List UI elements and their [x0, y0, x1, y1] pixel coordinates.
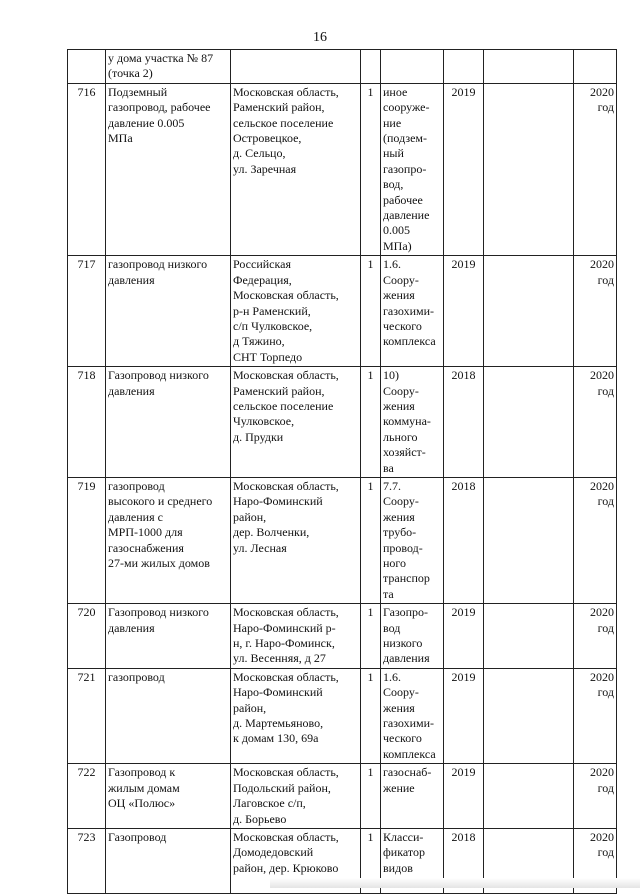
table-row	[68, 367, 617, 478]
notes-cell	[484, 668, 574, 763]
commission-year: 2020 год	[574, 828, 617, 893]
object-quantity: 1	[361, 477, 381, 603]
object-quantity: 1	[361, 668, 381, 763]
row-number: 716	[68, 83, 106, 255]
table-row	[68, 83, 617, 255]
construction-year	[444, 50, 484, 84]
notes-cell	[484, 50, 574, 84]
row-number: 718	[68, 367, 106, 478]
object-address: Московская область, Наро-Фоминский район, д. Мартемьяново, к домам 130, 69а	[231, 668, 361, 763]
commission-year: 2020 год	[574, 668, 617, 763]
commission-year: 2020 год	[574, 477, 617, 603]
notes-cell	[484, 256, 574, 367]
object-classification	[381, 50, 444, 84]
object-classification: 1.6. Соору- жения газохими- ческого комплекса	[381, 668, 444, 763]
object-classification: газоснаб- жение	[381, 764, 444, 829]
object-name: газопровод высокого и среднего давления с МРП-1000 для газоснабжения 27-ми жилых домов	[106, 477, 231, 603]
notes-cell	[484, 83, 574, 255]
row-number	[68, 50, 106, 84]
object-address: Московская область, Раменский район, сельское поселение Островецкое, д. Сельцо, ул. Заречная	[231, 83, 361, 255]
table-row	[68, 764, 617, 829]
row-number: 723	[68, 828, 106, 893]
notes-cell	[484, 604, 574, 669]
object-name: Газопровод низкого давления	[106, 604, 231, 669]
scan-edge-shadow	[270, 878, 640, 888]
row-number: 720	[68, 604, 106, 669]
row-number: 719	[68, 477, 106, 603]
construction-year: 2019	[444, 668, 484, 763]
object-address	[231, 50, 361, 84]
construction-year: 2019	[444, 764, 484, 829]
notes-cell	[484, 764, 574, 829]
commission-year: 2020 год	[574, 83, 617, 255]
row-number: 721	[68, 668, 106, 763]
object-classification: Газопро- вод низкого давления	[381, 604, 444, 669]
commission-year: 2020 год	[574, 256, 617, 367]
object-address: Московская область, Домодедовский район, дер. Крюково	[231, 828, 361, 893]
notes-cell	[484, 367, 574, 478]
construction-year: 2019	[444, 604, 484, 669]
object-name: Газопровод к жилым домам ОЦ «Полюс»	[106, 764, 231, 829]
object-quantity: 1	[361, 764, 381, 829]
table-row	[68, 477, 617, 603]
object-name: Газопровод низкого давления	[106, 367, 231, 478]
table-row	[68, 50, 617, 84]
object-quantity: 1	[361, 367, 381, 478]
object-classification: 10) Соору- жения коммуна- льного хозяйст- ва	[381, 367, 444, 478]
table-row	[68, 256, 617, 367]
object-address: Московская область, Подольский район, Лаговское с/п, д. Борьево	[231, 764, 361, 829]
object-classification: 7.7. Соору- жения трубо- провод- ного транспор та	[381, 477, 444, 603]
object-quantity	[361, 50, 381, 84]
object-classification: иное сооруже- ние (подзем- ный газопро- вод, рабочее давление 0.005 МПа)	[381, 83, 444, 255]
notes-cell	[484, 477, 574, 603]
object-name: Подземный газопровод, рабочее давление 0.005 МПа	[106, 83, 231, 255]
object-name: Газопровод	[106, 828, 231, 893]
object-classification: 1.6. Соору- жения газохими- ческого комплекса	[381, 256, 444, 367]
object-name: газопровод низкого давления	[106, 256, 231, 367]
object-quantity: 1	[361, 604, 381, 669]
construction-year: 2019	[444, 83, 484, 255]
construction-year: 2019	[444, 256, 484, 367]
page-number: 16	[313, 30, 327, 45]
construction-year: 2018	[444, 367, 484, 478]
row-number: 717	[68, 256, 106, 367]
object-name: у дома участка № 87 (точка 2)	[106, 50, 231, 84]
object-address: Московская область, Наро-Фоминский район, дер. Волченки, ул. Лесная	[231, 477, 361, 603]
object-address: Московская область, Раменский район, сельское поселение Чулковское, д. Прудки	[231, 367, 361, 478]
table-row	[68, 604, 617, 669]
object-address: Российская Федерация, Московская область, р-н Раменский, с/п Чулковское, д Тяжино, СНТ Торпедо	[231, 256, 361, 367]
object-quantity: 1	[361, 83, 381, 255]
object-address: Московская область, Наро-Фоминский р- н, г. Наро-Фоминск, ул. Весенняя, д 27	[231, 604, 361, 669]
commission-year: 2020 год	[574, 367, 617, 478]
object-name: газопровод	[106, 668, 231, 763]
table-row	[68, 668, 617, 763]
gas-pipeline-registry-table	[67, 49, 617, 894]
row-number: 722	[68, 764, 106, 829]
object-quantity: 1	[361, 256, 381, 367]
construction-year: 2018	[444, 477, 484, 603]
object-quantity: 1	[361, 828, 381, 893]
object-classification: Класси- фикатор видов	[381, 828, 444, 893]
construction-year: 2018	[444, 828, 484, 893]
commission-year: 2020 год	[574, 604, 617, 669]
commission-year	[574, 50, 617, 84]
commission-year: 2020 год	[574, 764, 617, 829]
